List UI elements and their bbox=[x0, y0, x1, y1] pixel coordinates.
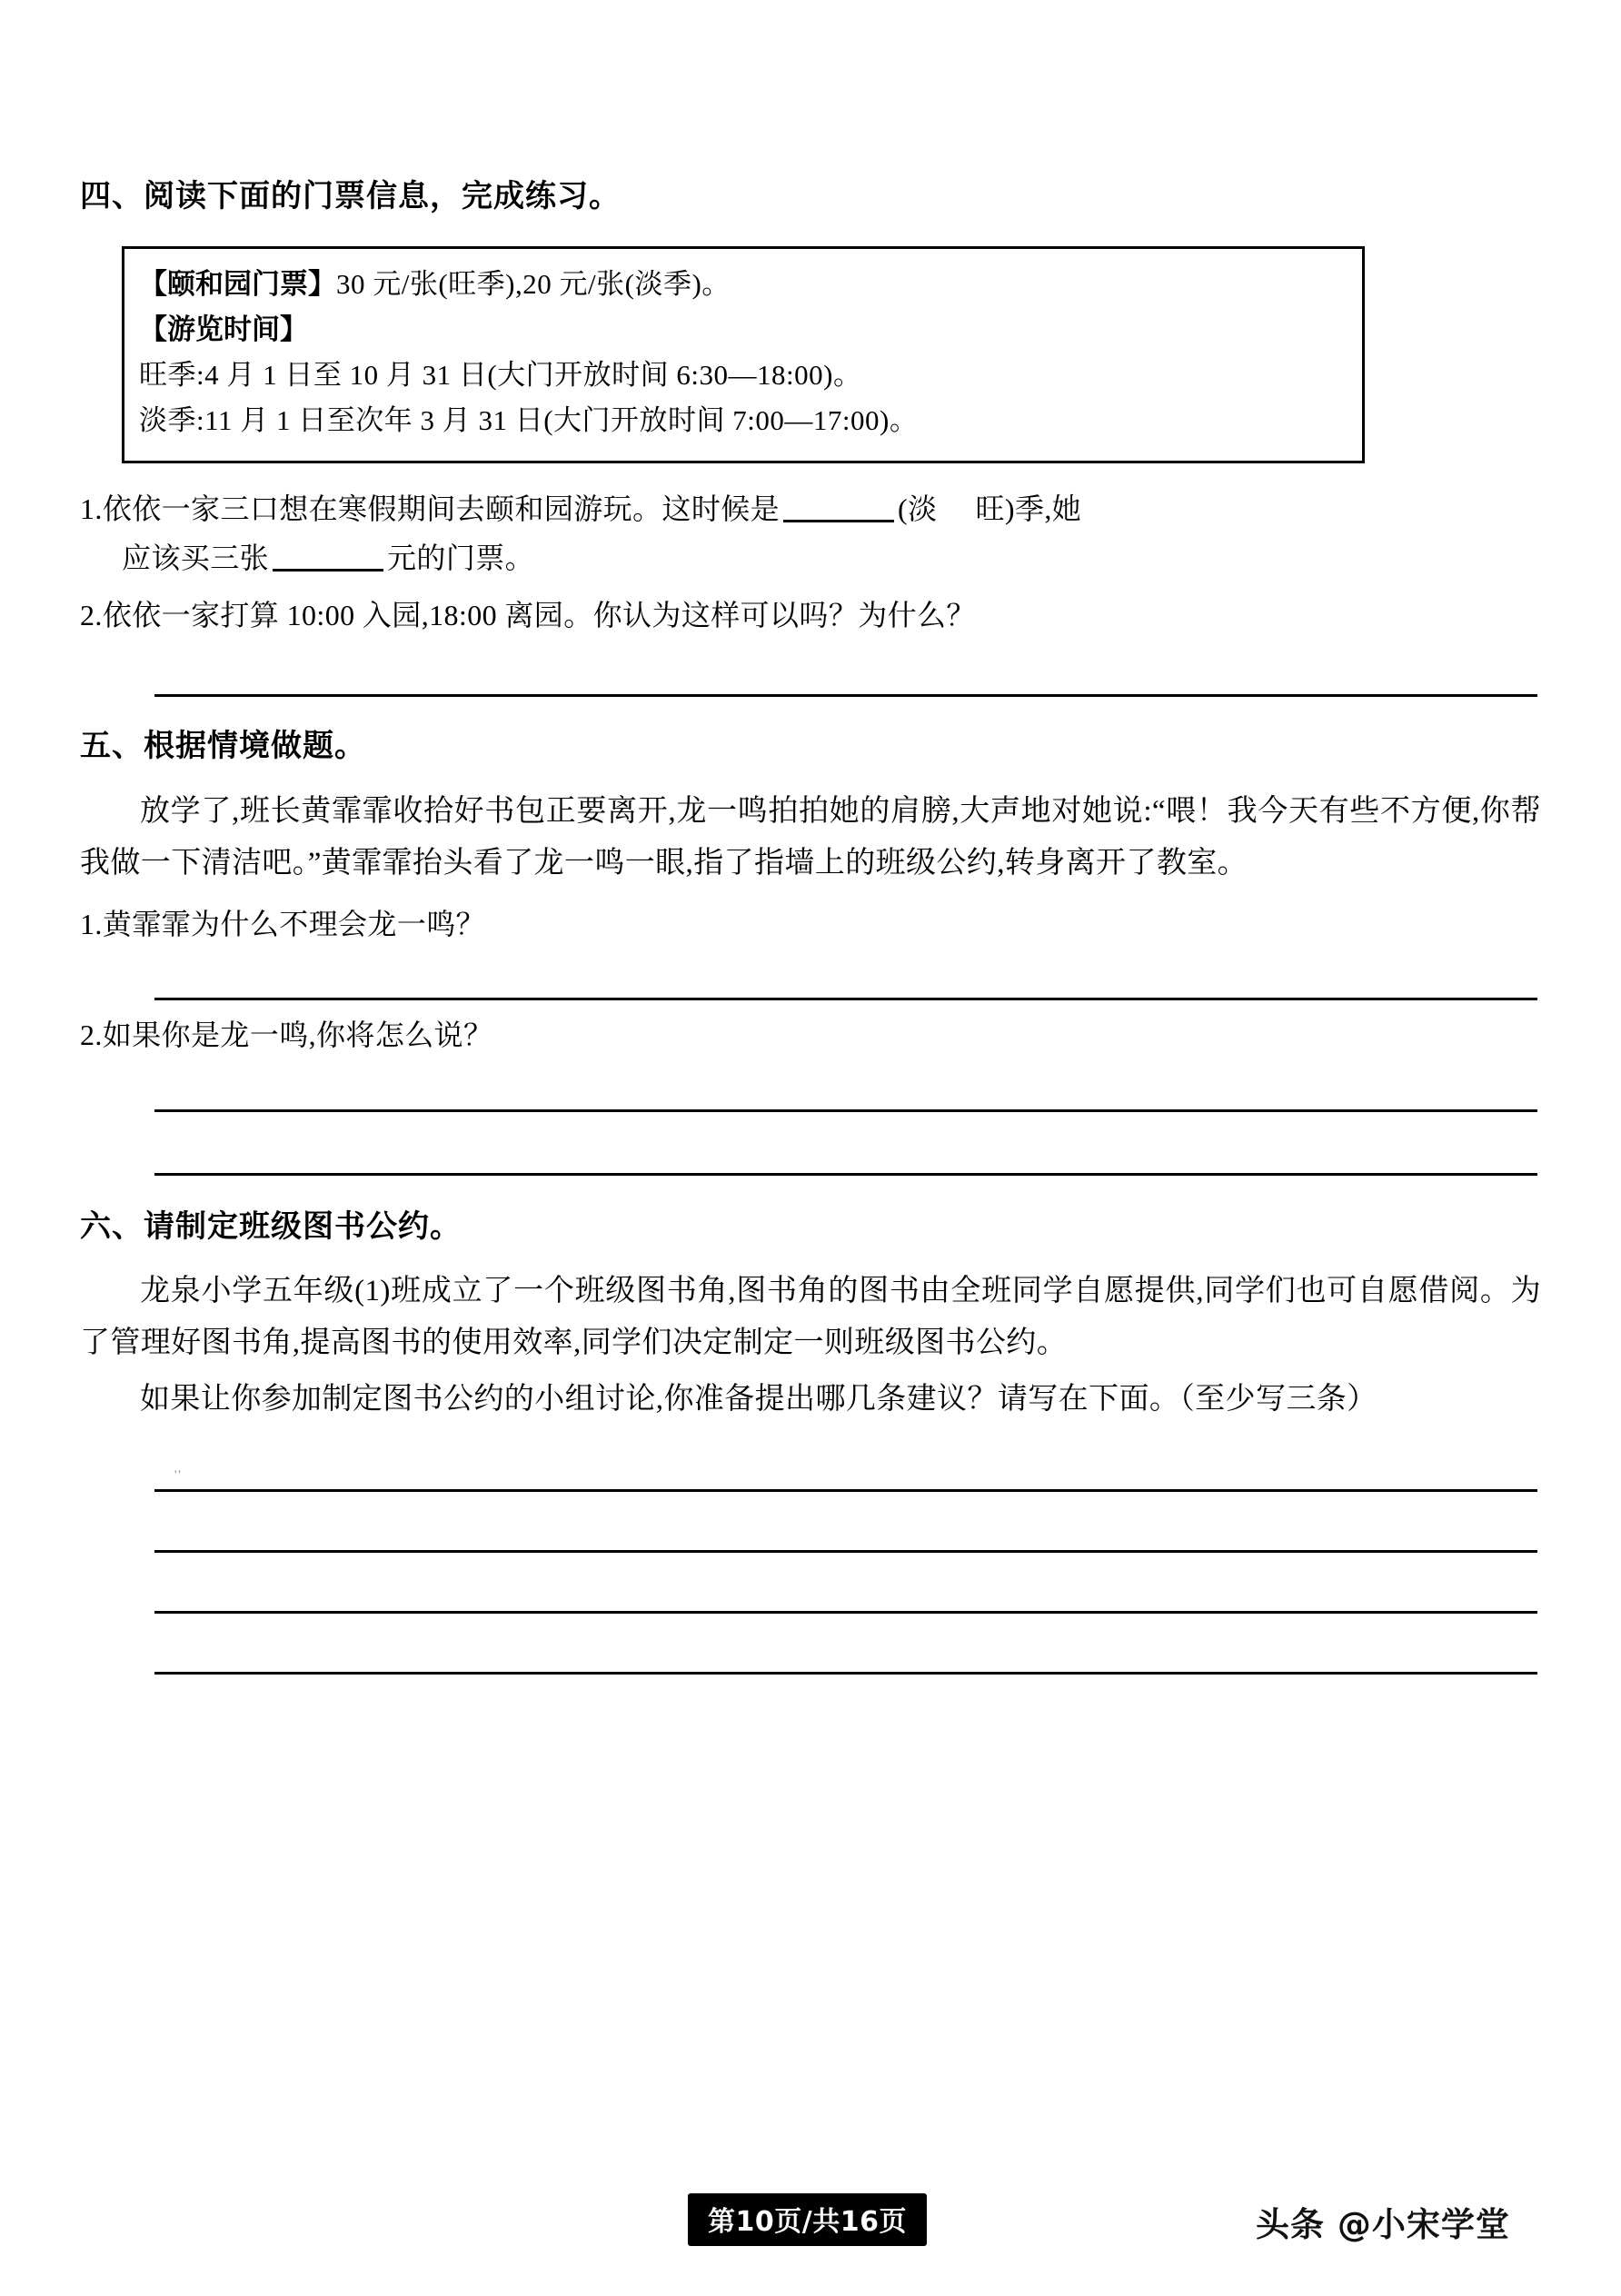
info-line-label: 【颐和园门票】 bbox=[139, 267, 336, 301]
fill-blank[interactable] bbox=[783, 520, 894, 522]
section-six-passage-1: 龙泉小学五年级(1)班成立了一个班级图书角,图书角的图书由全班同学自愿提供,同学们也可自愿借阅。为了管理好图书角,提高图书的使用效率,同学们决定制定一则班级图书公约。 bbox=[80, 1274, 1541, 1359]
question-text: 如果你是龙一鸣,你将怎么说？ bbox=[102, 1019, 493, 1052]
page-footer bbox=[0, 2193, 1621, 2257]
question-text: 元的门票。 bbox=[387, 542, 535, 575]
ticket-info-box bbox=[122, 246, 1365, 463]
info-line-text: 30 元/张(旺季),20 元/张(淡季)。 bbox=[336, 267, 731, 300]
question-4-1 bbox=[80, 487, 1541, 532]
info-line-text: 淡季:11 月 1 日至次年 3 月 31 日(大门开放时间 7:00—17:00)。 bbox=[139, 404, 919, 437]
fill-blank[interactable] bbox=[273, 569, 383, 572]
answer-rule[interactable] bbox=[154, 1611, 1537, 1614]
answer-rule[interactable] bbox=[154, 1489, 1537, 1492]
question-4-2 bbox=[80, 593, 1541, 638]
info-line-text: 旺季:4 月 1 日至 10 月 31 日(大门开放时间 6:30—18:00)。 bbox=[139, 359, 862, 392]
question-number: 2. bbox=[80, 1019, 103, 1052]
page-number-badge: 第10页/共16页 bbox=[688, 2193, 927, 2246]
question-number: 1. bbox=[80, 907, 103, 940]
info-box-line bbox=[139, 307, 1348, 353]
watermark-label: 头条 @小宋学堂 bbox=[1256, 2205, 1510, 2244]
question-choice-b: 旺)季,她 bbox=[975, 492, 1082, 525]
info-line-label: 【游览时间】 bbox=[139, 313, 308, 347]
info-box-line bbox=[139, 262, 1348, 307]
question-text: 依依一家打算 10:00 入园,18:00 离园。你认为这样可以吗？为什么？ bbox=[102, 598, 976, 631]
answer-rule[interactable] bbox=[154, 998, 1537, 1000]
question-4-1-line2 bbox=[80, 536, 1541, 581]
stray-ink-mark: '' bbox=[174, 1467, 183, 1482]
answer-rule[interactable] bbox=[154, 1672, 1537, 1675]
info-box-line bbox=[139, 353, 1348, 398]
info-box-line bbox=[139, 398, 1348, 443]
page-content bbox=[80, 178, 1541, 1675]
answer-rule[interactable] bbox=[154, 694, 1537, 697]
answer-rule[interactable] bbox=[154, 1109, 1537, 1112]
question-5-2 bbox=[80, 1013, 1541, 1058]
question-text: 依依一家三口想在寒假期间去颐和园游玩。这时候是 bbox=[102, 492, 781, 525]
question-text: 黄霏霏为什么不理会龙一鸣？ bbox=[102, 907, 486, 940]
section-five-passage: 放学了,班长黄霏霏收拾好书包正要离开,龙一鸣拍拍她的肩膀,大声地对她说:“喂！我今天有些不方便,你帮我做一下清洁吧。”黄霏霏抬头看了龙一鸣一眼,指了指墙上的班级公约,转身离开了教室。 bbox=[80, 795, 1541, 880]
question-5-1 bbox=[80, 902, 1541, 947]
question-text: 应该买三张 bbox=[122, 542, 270, 575]
answer-rule[interactable] bbox=[154, 1173, 1537, 1176]
question-choice-a: (淡 bbox=[898, 492, 938, 525]
section-six-passage-2: 如果让你参加制定图书公约的小组讨论,你准备提出哪几条建议？请写在下面。（至少写三条） bbox=[140, 1383, 1377, 1416]
section-four-heading: 四、阅读下面的门票信息，完成练习。 bbox=[80, 178, 621, 214]
question-number: 2. bbox=[80, 598, 103, 631]
section-five-heading: 五、根据情境做题。 bbox=[80, 727, 366, 764]
answer-rule[interactable] bbox=[154, 1550, 1537, 1553]
question-number: 1. bbox=[80, 492, 103, 525]
section-six-heading: 六、请制定班级图书公约。 bbox=[80, 1208, 462, 1246]
